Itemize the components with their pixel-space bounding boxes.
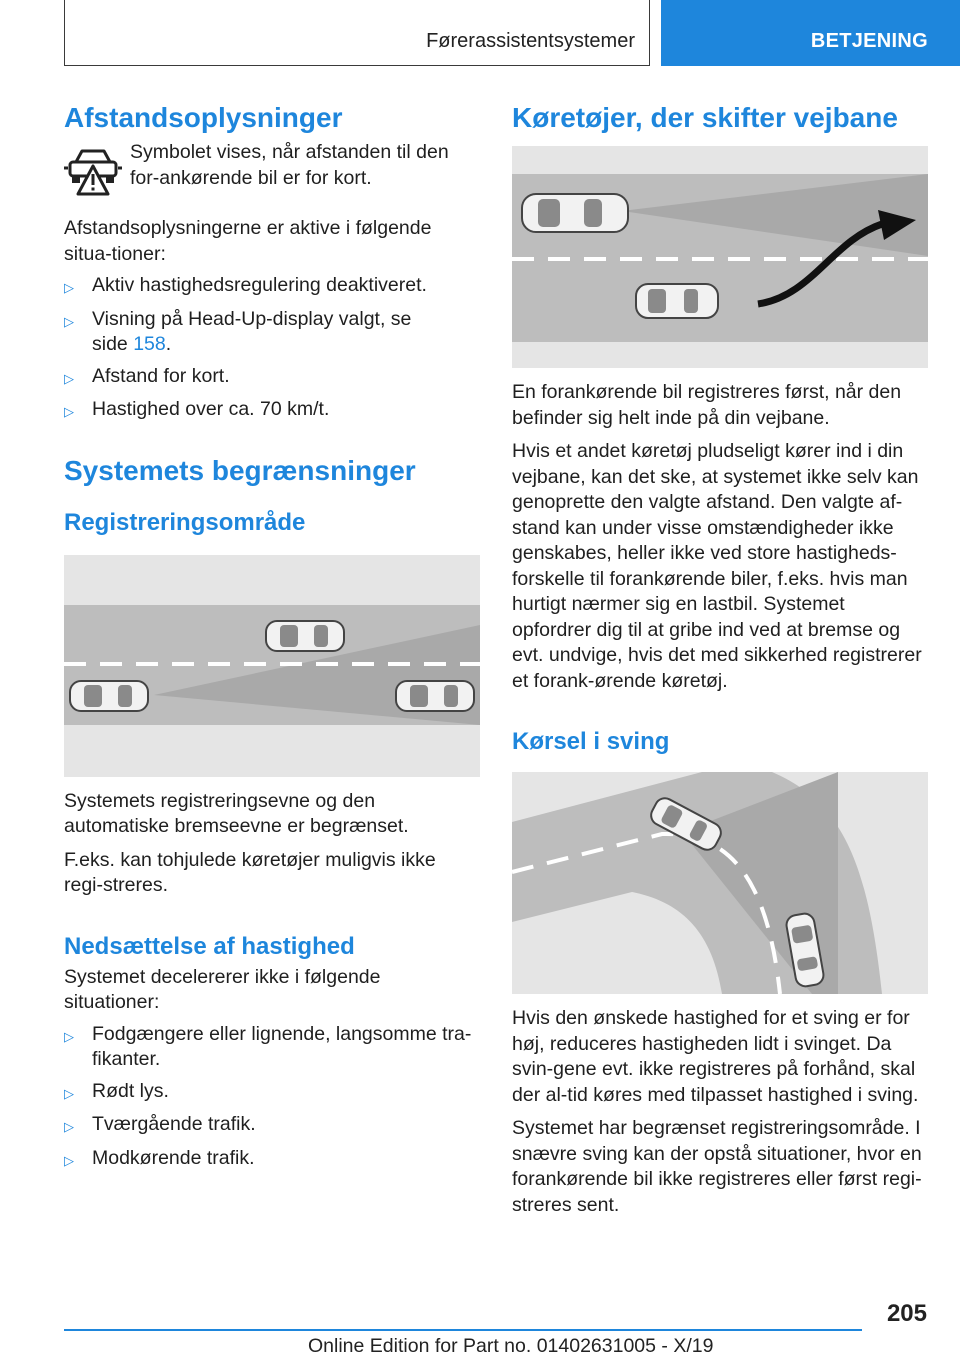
car-ahead-icon <box>266 621 344 651</box>
page-number: 205 <box>886 1300 927 1327</box>
vejbane-p2: Hvis et andet køretøj pludseligt kører ind i din vejbane, kan det ske, at systemet ikke selv kan genoprette den valgte afstand. Den valgte af-stand kan under visse omstændigheder ikke genskabes, heller ikke ved store hastigheds-forskelle til forankørende biler, f.eks. hvis man hurtigt nærmer sig en lastbil. Systemet opfordrer dig til at gribe ind ved at bremse og evt. undvige, hvis det med sikkerhed registrerer et forank-ørende køretøj. <box>512 440 922 692</box>
left-column <box>64 100 480 1173</box>
figure-lane-change <box>512 146 928 368</box>
bullet-triangle-icon: ▷ <box>64 370 74 386</box>
bullet-triangle-icon: ▷ <box>64 280 74 295</box>
begr-p1: Systemets registreringsevne og den automatiske bremseevne er begrænset. <box>64 789 409 837</box>
bullet-triangle-icon: ▷ <box>64 1085 74 1101</box>
afstand-intro: Afstandsoplysningerne er aktive i følgende situa-tioner: <box>64 217 432 265</box>
bullet-triangle-icon: ▷ <box>64 404 74 419</box>
list-item: ▷ Modkørende trafik. <box>64 1146 480 1174</box>
heading-sving: Kørsel i sving <box>512 728 670 755</box>
neds-intro: Systemet decelererer ikke i følgende situationer: <box>64 965 381 1013</box>
header-chapter-box <box>64 0 650 66</box>
list-item: ▷ Rødt lys. <box>64 1079 480 1107</box>
chapter-title: Førerassistentsystemer <box>426 30 635 52</box>
sving-p2: Systemet har begrænset registreringsområde. I snævre sving kan der opstå situationer, hvor en forankørende bil ikke registreres eller først regi-streres sent. <box>512 1117 922 1216</box>
distance-warning-text: Symbolet vises, når afstanden til den for-ankørende bil er for kort. <box>130 141 449 189</box>
lane-change-illustration <box>512 146 928 368</box>
page-ref-link[interactable]: 158 <box>133 333 166 355</box>
bullet-triangle-icon: ▷ <box>64 1152 74 1168</box>
edition-text: Online Edition for Part no. 01402631005 - X/19 <box>308 1335 714 1357</box>
distance-warning-icon <box>64 144 122 198</box>
detection-range-illustration <box>64 555 480 777</box>
heading-nedsaettelse: Nedsættelse af hastighed <box>64 932 355 960</box>
curve-illustration <box>512 772 928 994</box>
section-tab-label: BETJENING <box>810 30 928 52</box>
list-item: ▷ Hastighed over ca. 70 km/t. <box>64 397 480 425</box>
vejbane-p1: En forankørende bil registreres først, når den befinder sig helt inde på din vejbane. <box>512 381 902 429</box>
sving-p1: Hvis den ønskede hastighed for et sving er for høj, reduceres hastigheden lidt i svinget. Da svin-gene evt. ikke registreres på forhånd, skal der al-tid køres med tilpasset hastighed i sving. <box>512 1007 919 1106</box>
car-changing-lane-icon <box>522 194 628 232</box>
heading-registreringsomraade: Registreringsområde <box>64 508 306 536</box>
heading-begraensninger: Systemets begrænsninger <box>64 454 416 486</box>
neds-list <box>64 1022 480 1174</box>
bullet-triangle-icon: ▷ <box>64 1119 74 1134</box>
afstand-list <box>64 273 480 425</box>
figure-curve <box>512 772 928 994</box>
list-item: ▷ Fodgængere eller lignende, langsomme tra-fikanter. <box>64 1022 480 1073</box>
figure-detection-range <box>64 555 480 777</box>
footer-divider <box>64 1329 862 1331</box>
distance-warning-row <box>64 140 480 198</box>
list-item: ▷ Visning på Head-Up-display valgt, se side 158. <box>64 307 480 358</box>
begr-p2: F.eks. kan tohjulede køretøjer muligvis ikke regi-streres. <box>64 848 436 896</box>
right-column <box>512 100 928 1218</box>
list-item: ▷ Aktiv hastighedsregulering deaktiveret. <box>64 273 480 301</box>
section-tab[interactable] <box>661 0 960 66</box>
car-front-icon <box>396 681 474 711</box>
heading-afstandsoplysninger: Afstandsoplysninger <box>64 102 343 133</box>
own-car-icon <box>70 681 148 711</box>
bullet-triangle-icon: ▷ <box>64 1028 74 1044</box>
list-item: ▷ Tværgående trafik. <box>64 1112 480 1140</box>
list-item: ▷ Afstand for kort. <box>64 364 480 392</box>
heading-vejbane: Køretøjer, der skifter vejbane <box>512 102 898 133</box>
own-car-icon <box>636 284 718 318</box>
bullet-triangle-icon: ▷ <box>64 313 74 329</box>
